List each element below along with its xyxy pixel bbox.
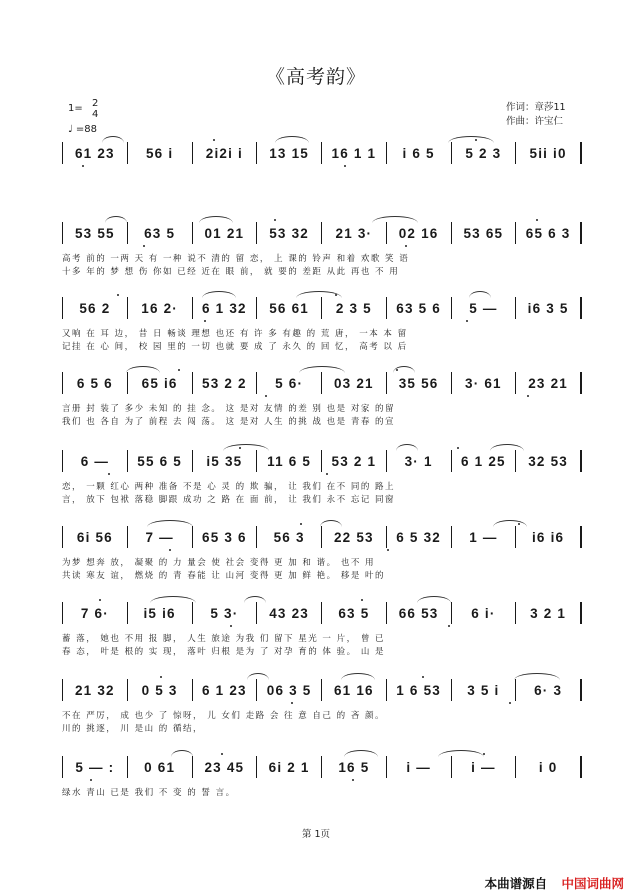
octave-dot <box>344 165 346 167</box>
barline <box>580 450 582 472</box>
slur-arc <box>490 444 524 451</box>
measure: 43 23 <box>269 605 310 621</box>
slur-arc <box>514 673 560 680</box>
lyric-line: 记挂 在 心 间， 校 园 里的 一切 也就 要 成 了 永久 的 回 忆， 高考 以 后 <box>62 342 408 352</box>
measure: 02 16 <box>398 225 439 241</box>
score-system <box>62 450 582 510</box>
notes-row <box>62 142 582 164</box>
measure: i 0 <box>538 759 558 775</box>
slur-arc <box>469 291 491 298</box>
measure: 7 — <box>145 529 174 545</box>
octave-dot <box>352 779 354 781</box>
measure: 21 32 <box>74 682 115 698</box>
octave-dot <box>239 447 241 449</box>
slur-arc <box>320 520 342 527</box>
measure: 03 21 <box>333 375 374 391</box>
source-site-link[interactable]: 中国词曲网 <box>561 876 624 891</box>
slur-arc <box>244 596 266 603</box>
measure: 3· 61 <box>464 375 502 391</box>
lyric-line: 川的 挑逐， 川 是山 的 循结， <box>62 724 204 734</box>
meter-bottom: 4 <box>92 109 99 120</box>
measure: 5ii i0 <box>529 145 567 161</box>
measure: 53 55 <box>74 225 115 241</box>
slur-arc <box>126 366 160 373</box>
slur-arc <box>105 216 127 223</box>
slur-arc <box>147 520 193 527</box>
slur-arc <box>493 520 527 527</box>
measure: i 6 5 <box>402 145 435 161</box>
measure: 13 15 <box>269 145 310 161</box>
octave-dot <box>99 599 101 601</box>
barline <box>580 602 582 624</box>
octave-dot <box>178 369 180 371</box>
measure: 3 2 1 <box>530 605 567 621</box>
composer: 作曲：许宝仁 <box>506 116 564 127</box>
measure: 56 2 <box>79 300 111 316</box>
slur-arc <box>202 291 236 298</box>
measure: 22 53 <box>333 529 374 545</box>
measure: 23 45 <box>204 759 245 775</box>
measure: i5 i6 <box>143 605 176 621</box>
octave-dot <box>335 294 337 296</box>
measure: 1 — <box>469 529 498 545</box>
score-system <box>62 372 582 432</box>
octave-dot <box>509 702 511 704</box>
measure: 6 — <box>80 453 110 469</box>
barline <box>580 679 582 701</box>
measure: 2i2i i <box>205 145 243 161</box>
slur-arc <box>275 136 309 143</box>
octave-dot <box>117 294 119 296</box>
measure: 11 6 5 <box>267 453 312 469</box>
measure: 1 6 53 <box>396 682 441 698</box>
page-number: 第 1页 <box>301 829 331 840</box>
tempo-mark: ♩ =88 <box>68 124 97 135</box>
octave-dot <box>396 369 398 371</box>
measure: 65 6 3 <box>525 225 571 241</box>
barline <box>580 526 582 548</box>
lyric-line: 蓄 落， 她也 不用 报 脚， 人生 旅途 为我 们 留下 星光 一 片， 曾 已 <box>62 634 386 644</box>
lyric-line: 恋， 一颗 红心 两种 准备 不是 心 灵 的 欺 骗， 让 我们 在不 同的 路上 <box>62 482 396 492</box>
slur-arc <box>396 444 418 451</box>
measure: 53 2 1 <box>331 453 377 469</box>
song-title: 《高考韵》 <box>265 66 366 88</box>
slur-arc <box>372 216 418 223</box>
measure: 16 2· <box>141 300 179 316</box>
measure: 32 53 <box>528 453 569 469</box>
slur-arc <box>150 596 196 603</box>
measure: 66 53 <box>398 605 439 621</box>
lyric-line: 言， 放下 包袱 落稳 脚跟 成功 之 路 在 面 前， 让 我们 永不 忘记 同窗 <box>62 495 396 505</box>
octave-dot <box>108 473 110 475</box>
octave-dot <box>82 165 84 167</box>
measure: 63 5 6 <box>396 300 441 316</box>
source-credit[interactable] <box>485 874 624 892</box>
measure: 5 2 3 <box>465 145 502 161</box>
measure: 6 i· <box>471 605 496 621</box>
measure: 35 56 <box>398 375 439 391</box>
measure: i6 i6 <box>531 529 565 545</box>
slur-arc <box>102 136 124 143</box>
octave-dot <box>230 625 232 627</box>
key-label: 1= <box>68 103 83 114</box>
lyricist: 作词：章莎11 <box>506 102 566 113</box>
measure: 61 16 <box>333 682 374 698</box>
measure: 5 — : <box>75 759 115 775</box>
octave-dot <box>204 320 206 322</box>
measure: 56 3 <box>273 529 305 545</box>
octave-dot <box>326 473 328 475</box>
measure: 61 23 <box>74 145 115 161</box>
slur-arc <box>341 673 375 680</box>
key-signature <box>68 99 138 139</box>
octave-dot <box>483 753 485 755</box>
score-system <box>62 679 582 739</box>
octave-dot <box>466 320 468 322</box>
measure: 16 5 <box>338 759 370 775</box>
measure: 7 6· <box>80 605 109 621</box>
barline <box>580 142 582 164</box>
measure: i6 3 5 <box>527 300 569 316</box>
notes-row <box>62 222 582 244</box>
slur-arc <box>171 750 193 757</box>
measure: 3 5 i <box>467 682 500 698</box>
barline <box>580 372 582 394</box>
measure: 53 2 2 <box>202 375 247 391</box>
source-label: 本曲谱源自 <box>484 876 548 891</box>
octave-dot <box>169 549 171 551</box>
measure: i — <box>406 759 431 775</box>
lyric-line: 共读 寒友 谊， 燃烧 的 青 春能 让 山河 变得 更 加 鲜 艳。 移是 叶的 <box>62 571 386 581</box>
lyric-line: 为梦 想奔 放， 凝聚 的 力 量会 使 社会 变得 更 加 和 谐。 也不 用 <box>62 558 376 568</box>
lyric-line: 春 态， 叶是 根的 实 现， 落叶 归根 是为 了 对孕 育的 体 验。 山 是 <box>62 647 386 657</box>
slur-arc <box>299 366 345 373</box>
octave-dot <box>221 753 223 755</box>
notes-row <box>62 756 582 778</box>
measure: 5 3· <box>210 605 239 621</box>
notes-row <box>62 450 582 472</box>
octave-dot <box>527 395 529 397</box>
barline <box>580 297 582 319</box>
measure: 63 5 <box>338 605 370 621</box>
credits <box>506 101 566 129</box>
slur-arc <box>448 136 494 143</box>
measure: 01 21 <box>204 225 245 241</box>
measure: 6 5 6 <box>76 375 113 391</box>
score-system <box>62 602 582 662</box>
measure: 6 1 32 <box>202 300 247 316</box>
score-system <box>62 756 582 816</box>
octave-dot <box>422 676 424 678</box>
measure: 53 32 <box>269 225 310 241</box>
octave-dot <box>213 139 215 141</box>
octave-dot <box>265 395 267 397</box>
slur-arc <box>247 673 269 680</box>
lyric-line: 我们 也 各自 为了 前程 去 闯 荡。 这 是对 人生 的挑 战 也是 青春 的宣 <box>62 417 396 427</box>
measure: i — <box>471 759 496 775</box>
notes-row <box>62 526 582 548</box>
measure: 0 61 <box>144 759 176 775</box>
measure: 21 3· <box>335 225 373 241</box>
octave-dot <box>536 219 538 221</box>
measure: 6 1 23 <box>202 682 247 698</box>
octave-dot <box>475 139 477 141</box>
score-system <box>62 297 582 357</box>
octave-dot <box>143 245 145 247</box>
measure: 55 6 5 <box>137 453 182 469</box>
measure: 16 1 1 <box>331 145 377 161</box>
octave-dot <box>387 549 389 551</box>
slur-arc <box>223 444 269 451</box>
octave-dot <box>361 599 363 601</box>
measure: 0 5 3 <box>141 682 178 698</box>
lyric-line: 十多 年的 梦 想 伤 你如 已经 近在 眼 前， 就 要的 差距 从此 再也 不 用 <box>62 267 400 277</box>
meter-top: 2 <box>92 98 99 109</box>
lyric-line: 高考 前的 一两 天 有 一种 说不 清的 留 恋， 上 课的 铃声 和着 欢歌 笑 语 <box>62 254 410 264</box>
octave-dot <box>457 447 459 449</box>
octave-dot <box>518 523 520 525</box>
measure: 65 3 6 <box>202 529 247 545</box>
notes-row <box>62 297 582 319</box>
measure: 65 i6 <box>141 375 178 391</box>
octave-dot <box>291 702 293 704</box>
octave-dot <box>405 245 407 247</box>
measure: 2 3 5 <box>335 300 372 316</box>
slur-arc <box>438 750 484 757</box>
barline <box>580 222 582 244</box>
measure: 5 6· <box>275 375 304 391</box>
lyric-line: 绿水 青山 已是 我们 不 变 的 誓 言。 <box>62 788 236 798</box>
measure: 6i 56 <box>76 529 113 545</box>
measure: i5 35 <box>206 453 243 469</box>
measure: 6 5 32 <box>396 529 441 545</box>
measure: 06 3 5 <box>266 682 312 698</box>
measure: 6· 3 <box>534 682 563 698</box>
measure: 56 i <box>145 145 174 161</box>
score-system <box>62 526 582 586</box>
measure: 63 5 <box>144 225 176 241</box>
measure: 6i 2 1 <box>268 759 310 775</box>
measure: 53 65 <box>463 225 504 241</box>
slur-arc <box>344 750 378 757</box>
slur-arc <box>199 216 233 223</box>
score-system <box>62 142 582 202</box>
notes-row <box>62 372 582 394</box>
lyric-line: 言册 封 装了 多少 未知 的 挂 念。 这 是对 友情 的差 别 也是 对家 的留 <box>62 404 396 414</box>
notes-row <box>62 679 582 701</box>
measure: 3· 1 <box>404 453 433 469</box>
score-system <box>62 222 582 282</box>
lyric-line: 又响 在 耳 边， 昔 日 畅谈 理想 也还 有 许 多 有趣 的 荒 唐， 一本 本 留 <box>62 329 408 339</box>
measure: 23 21 <box>528 375 569 391</box>
measure: 56 61 <box>269 300 310 316</box>
measure: 6 1 25 <box>461 453 506 469</box>
lyric-line: 不在 严厉， 成 也少 了 惊呀， 儿 女们 走路 会 往 意 自己 的 吝 颜。 <box>62 711 386 721</box>
slur-arc <box>417 596 451 603</box>
octave-dot <box>274 219 276 221</box>
notes-row <box>62 602 582 624</box>
octave-dot <box>160 676 162 678</box>
measure: 5 — <box>469 300 498 316</box>
octave-dot <box>300 523 302 525</box>
octave-dot <box>448 625 450 627</box>
octave-dot <box>90 779 92 781</box>
barline <box>580 756 582 778</box>
